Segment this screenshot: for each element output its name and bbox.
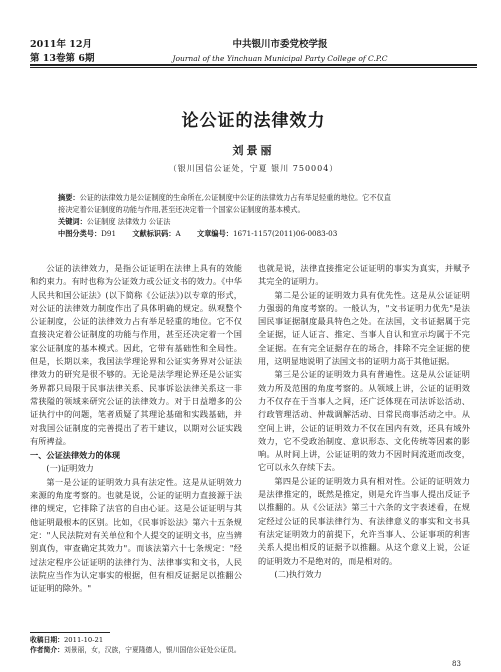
paragraph: 第二是公证的证明效力具有优先性。这是从公证证明力强弱的角度考察的。一般认为，"文书证明力优先"是法国民事证据制度最具特色之处。在法国，文书证据属于完全证据，证人证言、推定、当事人自认和宣示均属于不完全证据。在有完全证据存在的场合，排除不完全证据的使用，这明显地说明了法国文书的证明力高于其他证据。 <box>258 289 470 367</box>
article-no-value: 1671-1157(2011)06-0083-03 <box>232 229 338 238</box>
paragraph: 第四是公证的证明效力具有相对性。公证的证明效力是法律推定的，既然是推定，则是允许当事人提出反证予以推翻的。从《公证法》第三十六条的文字表述看，在规定经过公证的民事法律行为、有法律意义的事实和文书具有法定证明效力的前提下，允许当事人、公证事项的利害关系人提出相反的证据予以推翻。从这个意义上说，公证的证明效力不是绝对的，而是相对的。 <box>258 475 470 566</box>
header-rule-thin <box>30 67 477 68</box>
journal-name <box>150 38 410 66</box>
paragraph: 第三是公证的证明效力具有普遍性。这是从公证证明效力所及范围的角度考察的。从领域上讲，公证的证明效力不仅存在于当事人之间，还广泛体现在司法诉讼活动、行政管理活动、仲裁调解活动、日常民商事活动之中。从空间上讲，公证的证明效力不仅在国内有效，还具有域外效力，它不受政治制度、意识形态、文化传统等因素的影响。从时间上讲，公证证明的效力不因时间流逝而改变，它可以永久存续下去。 <box>258 369 470 473</box>
issue-info <box>30 38 94 66</box>
footnote-rule <box>30 632 110 633</box>
clc-label: 中图分类号： <box>58 229 102 238</box>
article-no-label: 文章编号： <box>197 229 233 238</box>
author-bio-text: 刘景丽，女，汉族，宁夏隆德人，银川国信公证处公证员。 <box>63 646 241 654</box>
issue-date: 2011年 12月 <box>30 39 92 50</box>
body-column-right <box>258 262 470 581</box>
keywords-label: 关键词： <box>58 217 87 226</box>
doc-code-value: A <box>175 229 181 238</box>
article-meta <box>58 192 458 240</box>
abstract-line-2: 接决定着公证制度的功能与作用,甚至还决定着一个国家公证制度的基本模式。 <box>58 205 305 214</box>
journal-name-cn: 中共银川市委党校学报 <box>232 39 328 50</box>
header-rule-thick <box>30 64 477 66</box>
subsection-heading: (二)执行效力 <box>274 568 322 579</box>
body-column-left <box>30 262 242 595</box>
abstract <box>58 192 458 204</box>
received-date <box>30 635 241 645</box>
keywords <box>58 216 458 228</box>
doc-code-label: 文献标识码： <box>132 229 176 238</box>
received-label: 收稿日期： <box>30 636 64 644</box>
classification-row <box>58 228 458 240</box>
volume-issue: 第 13卷第 6期 <box>30 53 95 64</box>
article-title: 论公证的法律效力 <box>181 111 326 131</box>
article-author: 刘景丽 <box>232 144 275 157</box>
section-heading: 一、公证法律效力的体现 <box>30 450 121 461</box>
paragraph: 第一是公证的证明效力具有法定性。这是从证明效力来源的角度考察的。也就是说，公证的证明力直接源于法律的规定，它排除了法官的自由心证。这是公证证明与其他证明最根本的区别。比如，《民事诉讼法》第六十五条规定："人民法院对有关单位和个人提交的证明文书，应当辨别真伪，审查确定其效力"。而该法第六十七条规定："经过法定程序公证证明的法律行为、法律事实和文书，人民法院应当作为认定事实的根据，但有相反证据足以推翻公证证明的除外。" <box>30 476 242 594</box>
paragraph: 公证的法律效力，是指公证证明在法律上具有的效能和约束力。有时也称为公证效力或公证文书的效力。《中华人民共和国公证法》(以下简称《公证法》)以专章的形式，对公证的法律效力制度作出了具体明确的规定。纵观整个公证制度，公证的法律效力占有举足轻重的地位。它不仅直接决定着公证制度的功能与作用，甚至还决定着一个国家公证制度的基本模式。因此，它带有基础性和全局性。但是，长期以来，我国法学理论界和公证实务界对公证法律效力的研究是很不够的。无论是法学理论界还是公证实务界都只局限于民事法律关系、民事诉讼法律关系这一非常狭隘的领域来研究公证的法律效力。对于日益增多的公证执行中的问题，笔者质疑了其理论基础和实践基础，并对我国公证制度的完善提出了若干建议，以期对公证实践有所裨益。 <box>30 263 242 446</box>
abstract-label: 摘要： <box>58 193 80 202</box>
journal-header <box>0 0 501 62</box>
subsection-heading: (一)证明效力 <box>46 463 94 474</box>
paragraph: 也就是说，法律直接推定公证证明的事实为真实，并赋予其完全的证明力。 <box>258 263 470 287</box>
author-bio <box>30 645 241 655</box>
journal-name-en: Journal of the Yinchuan Municipal Party College of C.P.C <box>172 54 388 63</box>
footnote <box>30 635 241 655</box>
author-bio-label: 作者简介： <box>30 646 64 654</box>
received-value: 2011-10-21 <box>63 636 104 644</box>
abstract-line-1: 公证的法律效力是公证制度的生命所在,公证制度中公证的法律效力占有举足轻重的地位。它不仅直 <box>79 193 391 202</box>
page-number: 83 <box>452 660 461 668</box>
author-affiliation: （银川国信公证处，宁夏 银川 750004） <box>168 164 339 173</box>
keywords-text: 公证制度 法律效力 公证法 <box>86 217 171 226</box>
clc-value: D91 <box>101 229 117 238</box>
abstract-continued <box>58 204 458 216</box>
